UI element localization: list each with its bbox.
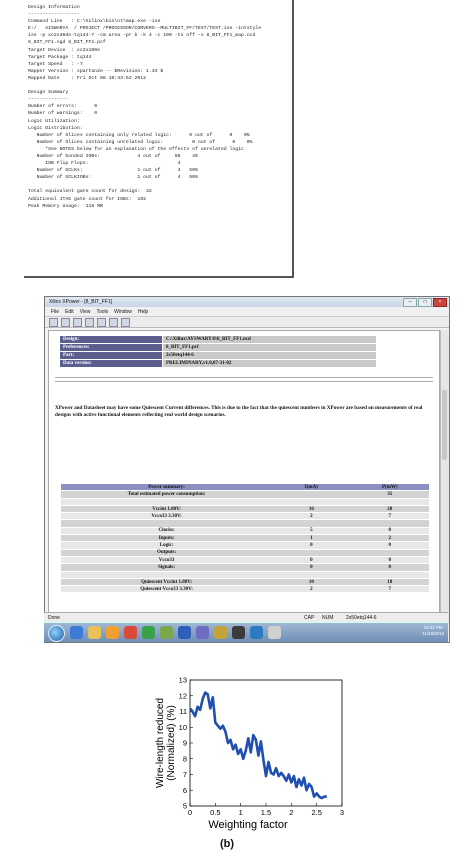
menu-view[interactable]: View — [79, 308, 91, 315]
power-row-power: 18 — [351, 578, 430, 585]
power-row-current — [272, 491, 350, 498]
power-row-label: Total estimated power consumption: — [61, 491, 272, 498]
power-row — [61, 535, 429, 542]
info-value: C:\Xilinx\AYSWARY\8\8_BIT_FF1.ncd — [163, 336, 377, 344]
power-row-label — [61, 498, 272, 505]
power-row-label: Inputs: — [61, 535, 272, 542]
power-summary-table — [61, 483, 429, 592]
power-row-power: 8 — [351, 527, 430, 534]
ie-icon[interactable] — [70, 626, 83, 639]
maximize-button[interactable]: □ — [418, 298, 432, 307]
power-row-current: 5 — [272, 527, 350, 534]
power-row — [61, 564, 429, 571]
explorer-icon[interactable] — [88, 626, 101, 639]
power-row-label: Quiescent Vcco33 3.30V: — [61, 586, 272, 593]
power-header-row — [61, 484, 429, 491]
quiescent-note: XPower and Datasheet may have some Quiescent Current differences. This is due to the fact that the quiescent numbers in XPower are based on measurements of real designs with active functional elements reflecting real world design scenarios. — [55, 405, 423, 418]
divider — [55, 381, 433, 382]
app-icon[interactable] — [214, 626, 227, 639]
x-tick-label: 1 — [238, 808, 243, 817]
y-tick-label: 5 — [182, 801, 187, 811]
y-tick-label: 11 — [179, 707, 187, 716]
status-text: Done — [48, 615, 60, 621]
clock-time: 10:31 PM — [423, 625, 443, 630]
report-content — [48, 330, 440, 632]
taskbar-clock[interactable] — [422, 625, 444, 637]
power-row-current — [272, 571, 350, 578]
power-row-power: 7 — [351, 513, 430, 520]
x-axis-label: Weighting factor — [208, 819, 288, 831]
power-row-current: 1 — [272, 535, 350, 542]
scrollbar-thumb[interactable] — [442, 390, 447, 460]
table-row — [60, 360, 377, 368]
power-row-current: 0 — [272, 556, 350, 563]
menu-file[interactable]: File — [51, 308, 60, 315]
power-row-current: 2 — [272, 586, 350, 593]
power-col-current: I(mA) — [272, 484, 350, 491]
menu-window[interactable]: Window — [114, 308, 132, 315]
vertical-scrollbar[interactable] — [440, 330, 449, 630]
menu-edit[interactable]: Edit — [65, 308, 74, 315]
power-row-power: 28 — [351, 505, 430, 512]
y-tick-label: 13 — [178, 676, 187, 685]
power-col-power: P(mW) — [351, 484, 430, 491]
power-row-label: Vcco33 3.30V: — [61, 513, 272, 520]
toolbar — [45, 317, 449, 328]
power-row — [61, 549, 429, 556]
wirelength-chart — [140, 676, 350, 836]
status-part: 2s50etq144-6 — [346, 615, 377, 621]
divider — [55, 377, 433, 378]
info-key: Design: — [60, 336, 163, 344]
power-row-current — [272, 498, 350, 505]
chrome-icon[interactable] — [142, 626, 155, 639]
power-row — [61, 556, 429, 563]
table-row — [60, 352, 377, 360]
outlook-icon[interactable] — [196, 626, 209, 639]
power-row — [61, 527, 429, 534]
paste-icon[interactable] — [97, 318, 106, 327]
y-tick-label: 9 — [182, 738, 187, 748]
power-row — [61, 498, 429, 505]
word-icon[interactable] — [178, 626, 191, 639]
window-titlebar[interactable] — [45, 297, 449, 307]
y-tick-label: 7 — [182, 770, 187, 779]
power-row — [61, 586, 429, 593]
power-row-label — [61, 571, 272, 578]
media-player-icon[interactable] — [106, 626, 119, 639]
map-report-panel — [24, 0, 294, 278]
status-cap: CAP — [304, 615, 315, 621]
clock-date: 11/26/2012 — [422, 631, 444, 636]
open-icon[interactable] — [49, 318, 58, 327]
power-row — [61, 513, 429, 520]
power-row — [61, 491, 429, 498]
power-row-power: 7 — [351, 586, 430, 593]
x-tick-label: 3 — [339, 808, 345, 817]
y-axis-label-line: (Normalized) (%) — [166, 705, 177, 781]
power-row-label: Clocks: — [61, 527, 272, 534]
power-row — [61, 542, 429, 549]
power-row — [61, 520, 429, 527]
help-icon[interactable] — [121, 318, 130, 327]
x-tick-label: 0.5 — [210, 808, 221, 817]
table-row — [60, 336, 377, 344]
powerpoint-icon[interactable] — [124, 626, 137, 639]
minimize-button[interactable]: – — [403, 298, 417, 307]
power-row-label: Vcco33 — [61, 556, 272, 563]
y-tick-label: 12 — [178, 691, 187, 701]
x-tick-label: 0 — [187, 808, 193, 817]
info-value: 8_BIT_FF1.pcf — [163, 344, 377, 352]
x-tick-label: 2.5 — [311, 808, 322, 817]
x-tick-label: 1.5 — [260, 808, 272, 817]
info-key: Data version: — [60, 360, 163, 368]
windows-taskbar — [44, 622, 448, 642]
power-row-label: Outputs: — [61, 549, 272, 556]
power-row-current: 0 — [272, 542, 350, 549]
window-title: Xilinx XPower - [8_BIT_FF1] — [49, 299, 113, 305]
power-row-label: Quiescent Vccint 1.80V: — [61, 578, 272, 585]
power-row-current: 0 — [272, 564, 350, 571]
power-row-current — [272, 549, 350, 556]
print-icon[interactable] — [109, 318, 118, 327]
y-tick-label: 8 — [182, 754, 187, 764]
power-row-power: 0 — [351, 542, 430, 549]
power-row-label: Vccint 1.80V: — [61, 505, 272, 512]
power-row-label: Signals: — [61, 564, 272, 571]
copy-icon[interactable] — [85, 318, 94, 327]
power-row-power: 2 — [351, 535, 430, 542]
info-value: PRELIMINARY,v1.0,07-31-02 — [163, 360, 377, 368]
info-key: Preferences: — [60, 344, 163, 352]
excel-icon[interactable] — [160, 626, 173, 639]
y-axis-label — [155, 698, 177, 788]
power-row-current: 2 — [272, 513, 350, 520]
y-axis-label-line: Wire-length reduced — [155, 697, 166, 789]
xilinx-icon[interactable] — [232, 626, 245, 639]
power-row-power: 0 — [351, 556, 430, 563]
power-row-power — [351, 571, 430, 578]
map-report-text: Design Information ------------------ Command Line : C:\Xilinx\bin\nt\map.exe -ise E:/ AISWARYA / PROJECT /PROCESSOR/CONVERS--MULTIBIT_FF/TEST/TEST.ise -intstyle ise -p xc2s30de-tq144-7 -cm area -pr b -k 4 -c 100 -tx off -o 8_BIT_FF1_map.ncd 8_BIT_FF1.ngd 8_BIT_FF1.pcf Target Device : xc2s100e Target Package : tq144 Target Speed : -7 Mapper Version : spartan2e -- $Revision: 1.34 $ Mapped Date : Fri Oct 08 10:43:52 2012 Design Summary -------------- Number of errors: 0 Number of warnings: 0 Logic Utilization: Logic Distribution: Number of Slices containing only related logic: 0 out of 0 0% Number of Slices containing unrelated logic: 0 out of 0 0% *See NOTES below for an explanation of the effects of unrelated logic Number of bonded IOBs: 4 out of 96 4% IOB Flip Flops: 4 Number of GCLKs: 1 out of 4 50% Number of GCLKIOBs: 1 out of 4 50% Total equivalent gate count for design: 32 Additional JTAG gate count for IOBs: 192 Peak Memory Usage: 115 MB — [28, 5, 262, 209]
app-icon[interactable] — [268, 626, 281, 639]
menu-bar — [45, 307, 449, 317]
power-row-power: 35 — [351, 491, 430, 498]
info-key: Part: — [60, 352, 163, 360]
power-row-power: 0 — [351, 564, 430, 571]
power-row-power — [351, 549, 430, 556]
power-row-current: 16 — [272, 505, 350, 512]
status-num: NUM — [322, 615, 334, 621]
figure-caption: (b) — [220, 838, 235, 850]
power-row-current: 10 — [272, 578, 350, 585]
power-row-label: Logic: — [61, 542, 272, 549]
design-info-table — [59, 335, 377, 368]
power-row-power — [351, 498, 430, 505]
x-tick-label: 2 — [289, 808, 294, 817]
power-col-label: Power summary: — [61, 484, 272, 491]
table-row — [60, 344, 377, 352]
menu-tools[interactable]: Tools — [96, 308, 109, 315]
y-tick-label: 6 — [182, 785, 187, 795]
info-value: 2s50etq144-6 — [163, 352, 377, 360]
save-icon[interactable] — [61, 318, 70, 327]
power-row — [61, 578, 429, 585]
power-row-current — [272, 520, 350, 527]
xpower-window — [44, 296, 450, 643]
close-button[interactable]: × — [433, 298, 447, 307]
app-icon[interactable] — [250, 626, 263, 639]
y-tick-label: 10 — [178, 722, 187, 732]
power-row — [61, 505, 429, 512]
start-button[interactable] — [48, 625, 65, 642]
power-row — [61, 571, 429, 578]
power-row-power — [351, 520, 430, 527]
power-row-label — [61, 520, 272, 527]
cut-icon[interactable] — [73, 318, 82, 327]
menu-help[interactable]: Help — [137, 308, 149, 315]
